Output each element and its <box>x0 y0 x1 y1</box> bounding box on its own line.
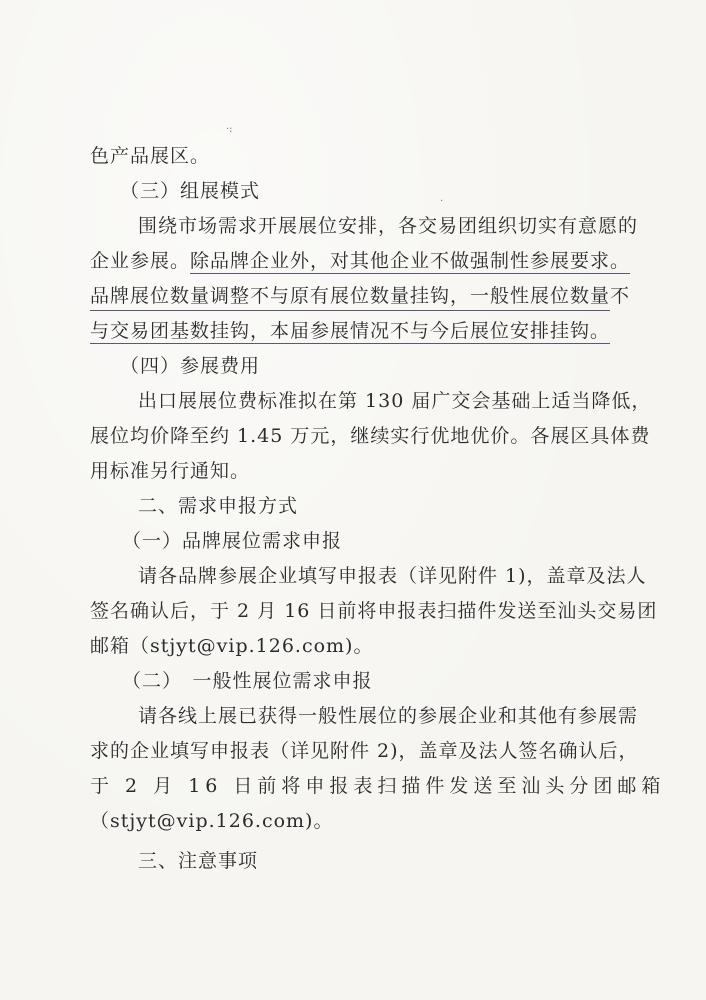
underlined-text-line-5-span: 品牌展位数量调整不与原有展位数量挂钩，一般性展位数量不 <box>90 283 610 311</box>
text-line-9: 展位均价降至约 1.45 万元，继续实行优地优价。各展区具体费 <box>90 425 651 447</box>
text-line-17: 请各线上展已获得一般性展位的参展企业和其他有参展需 <box>138 705 639 727</box>
underlined-text-line-6 <box>90 318 610 344</box>
subsection-heading-general-booth: （二） 一般性展位需求申报 <box>122 670 373 692</box>
underlined-text-line-6-span: 与交易团基数挂钩，本届参展情况不与今后展位安排挂钩。 <box>90 320 611 342</box>
section-heading-application-method: 二、需求申报方式 <box>138 495 299 517</box>
text-line-4 <box>90 248 631 274</box>
underlined-text-line-4b: 除品牌企业外，对其他企业不做强制性参展要求。 <box>190 250 631 272</box>
text-line-19: 于 2 月 16 日前将申报表扫描件发送至汕头分团邮箱 <box>90 775 666 797</box>
section-heading-notes: 三、注意事项 <box>138 850 259 872</box>
text-line-14: 签名确认后，于 2 月 16 日前将申报表扫描件发送至汕头交易团 <box>90 600 658 622</box>
text-line-13: 请各品牌参展企业填写申报表（详见附件 1)，盖章及法人 <box>138 565 647 587</box>
section-heading-fees: （四）参展费用 <box>120 355 261 377</box>
text-line-10: 用标准另行通知。 <box>90 460 251 482</box>
text-line-18: 求的企业填写申报表（详见附件 2)，盖章及法人签名确认后， <box>90 740 639 762</box>
scan-speck: ·: <box>226 124 233 135</box>
text-line-15-email: 邮箱（stjyt@vip.126.com)。 <box>90 635 374 657</box>
section-heading-organization-mode: （三）组展模式 <box>120 180 261 202</box>
underlined-text-line-5 <box>90 283 631 311</box>
subsection-heading-brand-booth: （一）品牌展位需求申报 <box>122 530 343 552</box>
text-line-20-email: （stjyt@vip.126.com)。 <box>90 810 334 832</box>
text-line-4a: 企业参展。 <box>90 250 191 272</box>
text-line-3: 围绕市场需求开展展位安排，各交易团组织切实有意愿的 <box>138 215 639 237</box>
text-line-1: 色产品展区。 <box>90 145 211 167</box>
scan-speck: · <box>440 196 444 207</box>
text-line-8: 出口展展位费标准拟在第 130 届广交会基础上适当降低， <box>138 390 652 412</box>
